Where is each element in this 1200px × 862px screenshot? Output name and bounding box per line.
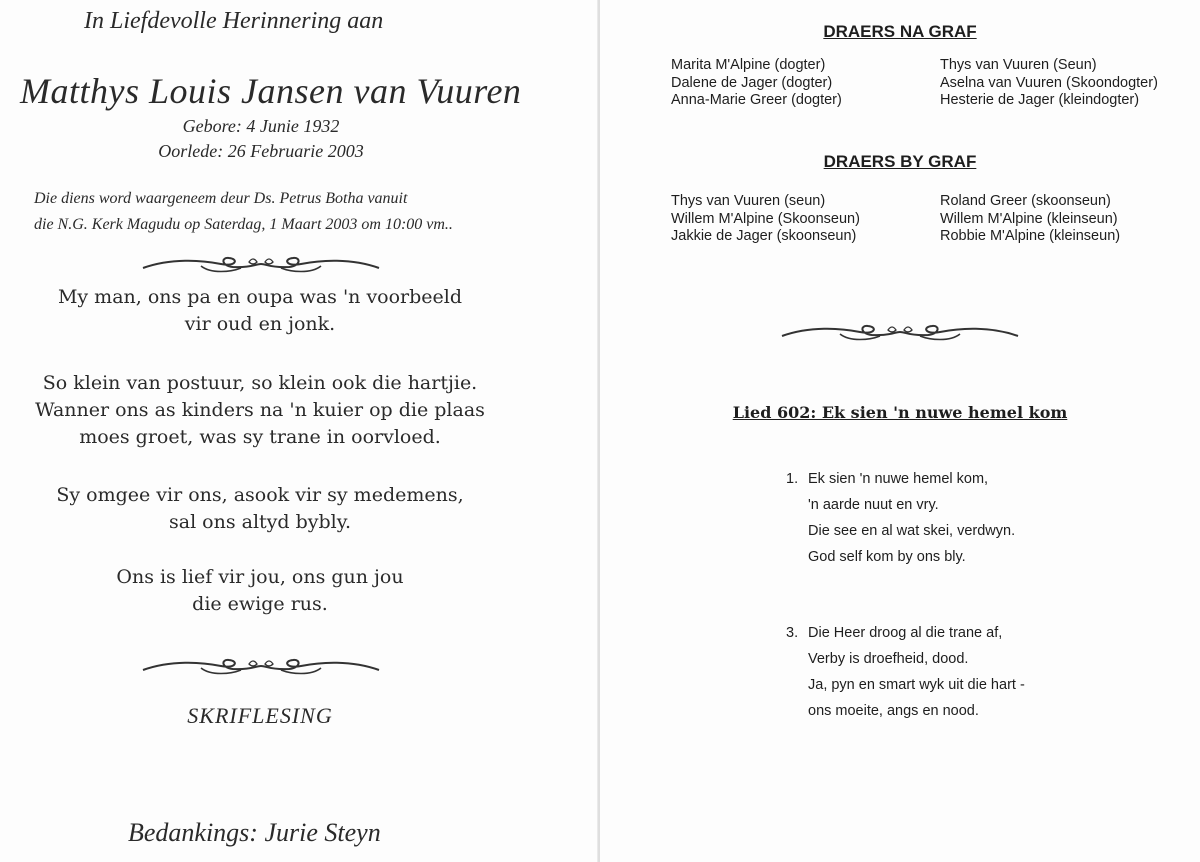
service-line: Die diens word waargeneem deur Ds. Petrus Botha vanuit <box>34 190 408 207</box>
service-details <box>34 186 453 238</box>
pallbearer-name: Robbie M'Alpine (kleinseun) <box>940 228 1121 244</box>
poem-line: vir oud en jonk. <box>184 313 336 335</box>
poem-line: My man, ons pa en oupa was 'n voorbeeld <box>57 286 463 308</box>
pallbearers-to-grave-left <box>671 57 842 110</box>
flourish-divider-icon <box>141 254 381 276</box>
pallbearers-at-grave-title: DRAERS BY GRAF <box>823 152 977 171</box>
verse-number: 1. <box>786 471 799 487</box>
pallbearer-name: Dalene de Jager (dogter) <box>671 74 833 91</box>
pallbearer-name: Thys van Vuuren (Seun) <box>940 57 1097 73</box>
poem-line: Ons is lief vir jou, ons gun jou <box>116 566 404 588</box>
poem-stanza-2 <box>0 370 520 451</box>
hymn-verse <box>786 466 1116 576</box>
poem-line: moes groet, was sy trane in oorvloed. <box>79 426 441 448</box>
memorial-heading: In Liefdevolle Herinnering aan <box>84 8 384 34</box>
right-page <box>600 0 1200 862</box>
poem-stanza-4 <box>0 564 520 618</box>
verse-line: Ek sien 'n nuwe hemel kom, <box>808 471 989 487</box>
verse-lines <box>808 466 1015 570</box>
verse-line: ons moeite, angs en nood. <box>808 703 979 719</box>
verse-line: Die Heer droog al die trane af, <box>808 625 1003 641</box>
birth-date: Gebore: 4 Junie 1932 <box>182 116 340 136</box>
thanks-line: Bedankings: Jurie Steyn <box>128 818 381 847</box>
poem-line: Wanner ons as kinders na 'n kuier op die plaas <box>35 399 485 421</box>
pallbearer-name: Willem M'Alpine (Skoonseun) <box>671 210 860 227</box>
verse-line: 'n aarde nuut en vry. <box>808 497 939 513</box>
pallbearer-name: Willem M'Alpine (kleinseun) <box>940 210 1118 227</box>
verse-line: Verby is droefheid, dood. <box>808 651 969 667</box>
poem-stanza-3 <box>0 482 520 536</box>
pallbearer-name: Aselna van Vuuren (Skoondogter) <box>940 74 1158 91</box>
pallbearer-name: Jakkie de Jager (skoonseun) <box>671 228 857 244</box>
pallbearers-to-grave-right <box>940 57 1158 110</box>
deceased-name: Matthys Louis Jansen van Vuuren <box>20 71 522 111</box>
death-date: Oorlede: 26 Februarie 2003 <box>158 141 364 161</box>
flourish-divider-icon <box>141 656 381 678</box>
pallbearer-name: Roland Greer (skoonseun) <box>940 193 1111 209</box>
pallbearer-name: Marita M'Alpine (dogter) <box>671 57 826 73</box>
service-line: die N.G. Kerk Magudu op Saterdag, 1 Maart 2003 om 10:00 vm.. <box>34 216 453 233</box>
flourish-divider-icon <box>780 322 1020 344</box>
poem-stanza-1 <box>0 284 520 338</box>
verse-number: 3. <box>786 625 799 641</box>
pallbearers-at-grave-left <box>671 193 860 246</box>
pallbearers-to-grave-title: DRAERS NA GRAF <box>823 22 977 41</box>
scripture-reading-label: SKRIFLESING <box>187 703 333 728</box>
verse-line: Die see en al wat skei, verdwyn. <box>808 523 1016 539</box>
left-page <box>0 0 598 862</box>
poem-line: So klein van postuur, so klein ook die hartjie. <box>42 372 478 394</box>
verse-line: God self kom by ons bly. <box>808 549 966 565</box>
pallbearer-name: Hesterie de Jager (kleindogter) <box>940 92 1140 108</box>
pallbearer-name: Anna-Marie Greer (dogter) <box>671 92 842 108</box>
poem-line: die ewige rus. <box>192 593 328 615</box>
pallbearers-at-grave-right <box>940 193 1120 246</box>
hymn-verse <box>786 620 1116 730</box>
poem-line: Sy omgee vir ons, asook vir sy medemens, <box>56 484 464 506</box>
poem-line: sal ons altyd bybly. <box>168 511 352 533</box>
pallbearer-name: Thys van Vuuren (seun) <box>671 193 826 209</box>
hymn-title: Lied 602: Ek sien 'n nuwe hemel kom <box>732 403 1068 422</box>
verse-line: Ja, pyn en smart wyk uit die hart - <box>808 677 1025 693</box>
verse-lines <box>808 620 1025 724</box>
